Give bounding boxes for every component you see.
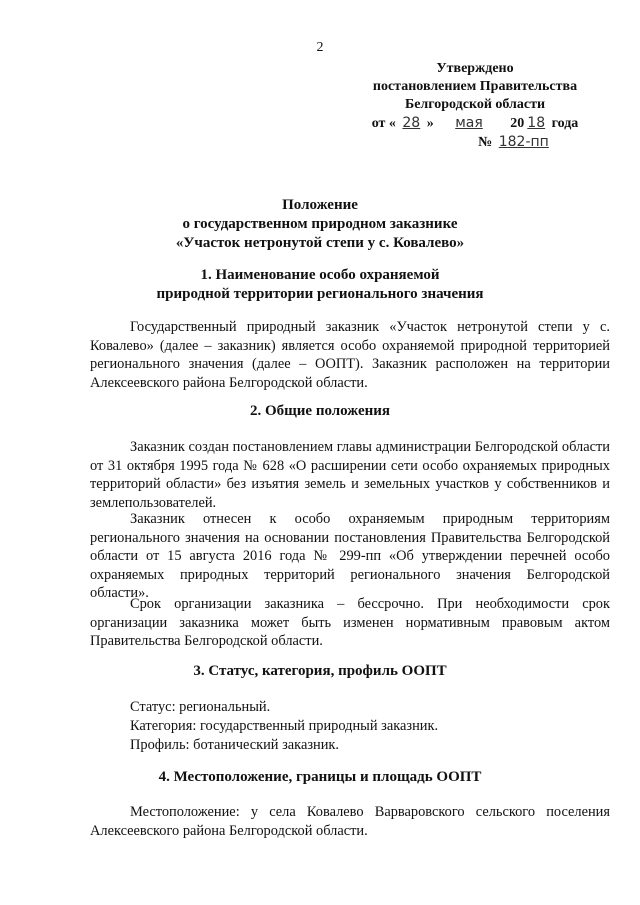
title-line-1: Положение bbox=[282, 197, 358, 213]
section-1-title-line-1: 1. Наименование особо охраняемой bbox=[200, 267, 440, 283]
section-4-title: 4. Местоположение, границы и площадь ООПТ bbox=[158, 769, 482, 785]
page-number: 2 bbox=[316, 40, 324, 55]
section-2-paragraph-1: Заказник создан постановлением главы администрации Белгородской области от 31 октября 1995 года № 628 «О расширении сети особо охраняемых природных территорий области» без изъятия земель и земельных участков у собственников и землепользователей. bbox=[90, 439, 610, 511]
approval-line-3: Белгородской области bbox=[404, 97, 546, 112]
title-line-2: о государственном природном заказнике bbox=[182, 216, 458, 232]
section-3-status: Статус: региональный. bbox=[130, 699, 271, 715]
section-2-paragraph-3: Срок организации заказника – бессрочно. При необходимости срок организации заказника может быть изменен нормативным правовым актом Правительства Белгородской области. bbox=[90, 596, 610, 649]
section-1-title bbox=[60, 266, 580, 304]
approval-stamp bbox=[340, 60, 610, 152]
section-3-profile: Профиль: ботанический заказник. bbox=[130, 737, 340, 753]
date-mid: » bbox=[426, 116, 434, 131]
date-suffix: года bbox=[551, 116, 579, 131]
number-prefix: № bbox=[478, 135, 493, 150]
approval-line-1: Утверждено bbox=[436, 61, 514, 76]
approval-date bbox=[340, 114, 610, 133]
section-2-title: 2. Общие положения bbox=[249, 403, 391, 419]
section-1-title-line-2: природной территории регионального значения bbox=[156, 286, 484, 302]
date-prefix: от « bbox=[371, 116, 396, 131]
approval-number bbox=[420, 133, 610, 152]
date-day: 28 bbox=[402, 115, 421, 131]
section-4-location: Местоположение: у села Ковалево Варваровского сельского поселения Алексеевского района Белгородской области. bbox=[90, 804, 610, 839]
date-month: мая bbox=[455, 115, 483, 131]
section-1-paragraph: Государственный природный заказник «Участок нетронутой степи у с. Ковалево» (далее – заказник) является особо охраняемой природной территорией регионального значения (далее – ООПТ). Заказник расположен на территории Алексеевского района Белгородской области. bbox=[90, 319, 610, 391]
date-year-prefix: 20 bbox=[510, 116, 525, 131]
number-value: 182-пп bbox=[498, 134, 549, 150]
section-2-paragraph-2: Заказник отнесен к особо охраняемым природным территориям регионального значения на основании постановления Правительства Белгородской области от 15 августа 2016 года № 299-пп «Об утверждении перечней особо охраняемых природных территорий регионального значения Белгородской области». bbox=[90, 511, 610, 601]
approval-line-2: постановлением Правительства bbox=[372, 79, 578, 94]
section-3-title: 3. Статус, категория, профиль ООПТ bbox=[193, 663, 447, 679]
document-title bbox=[120, 196, 520, 253]
title-line-3: «Участок нетронутой степи у с. Ковалево» bbox=[175, 235, 465, 251]
section-3-category: Категория: государственный природный заказник. bbox=[130, 718, 439, 734]
date-year-suffix: 18 bbox=[527, 115, 546, 131]
